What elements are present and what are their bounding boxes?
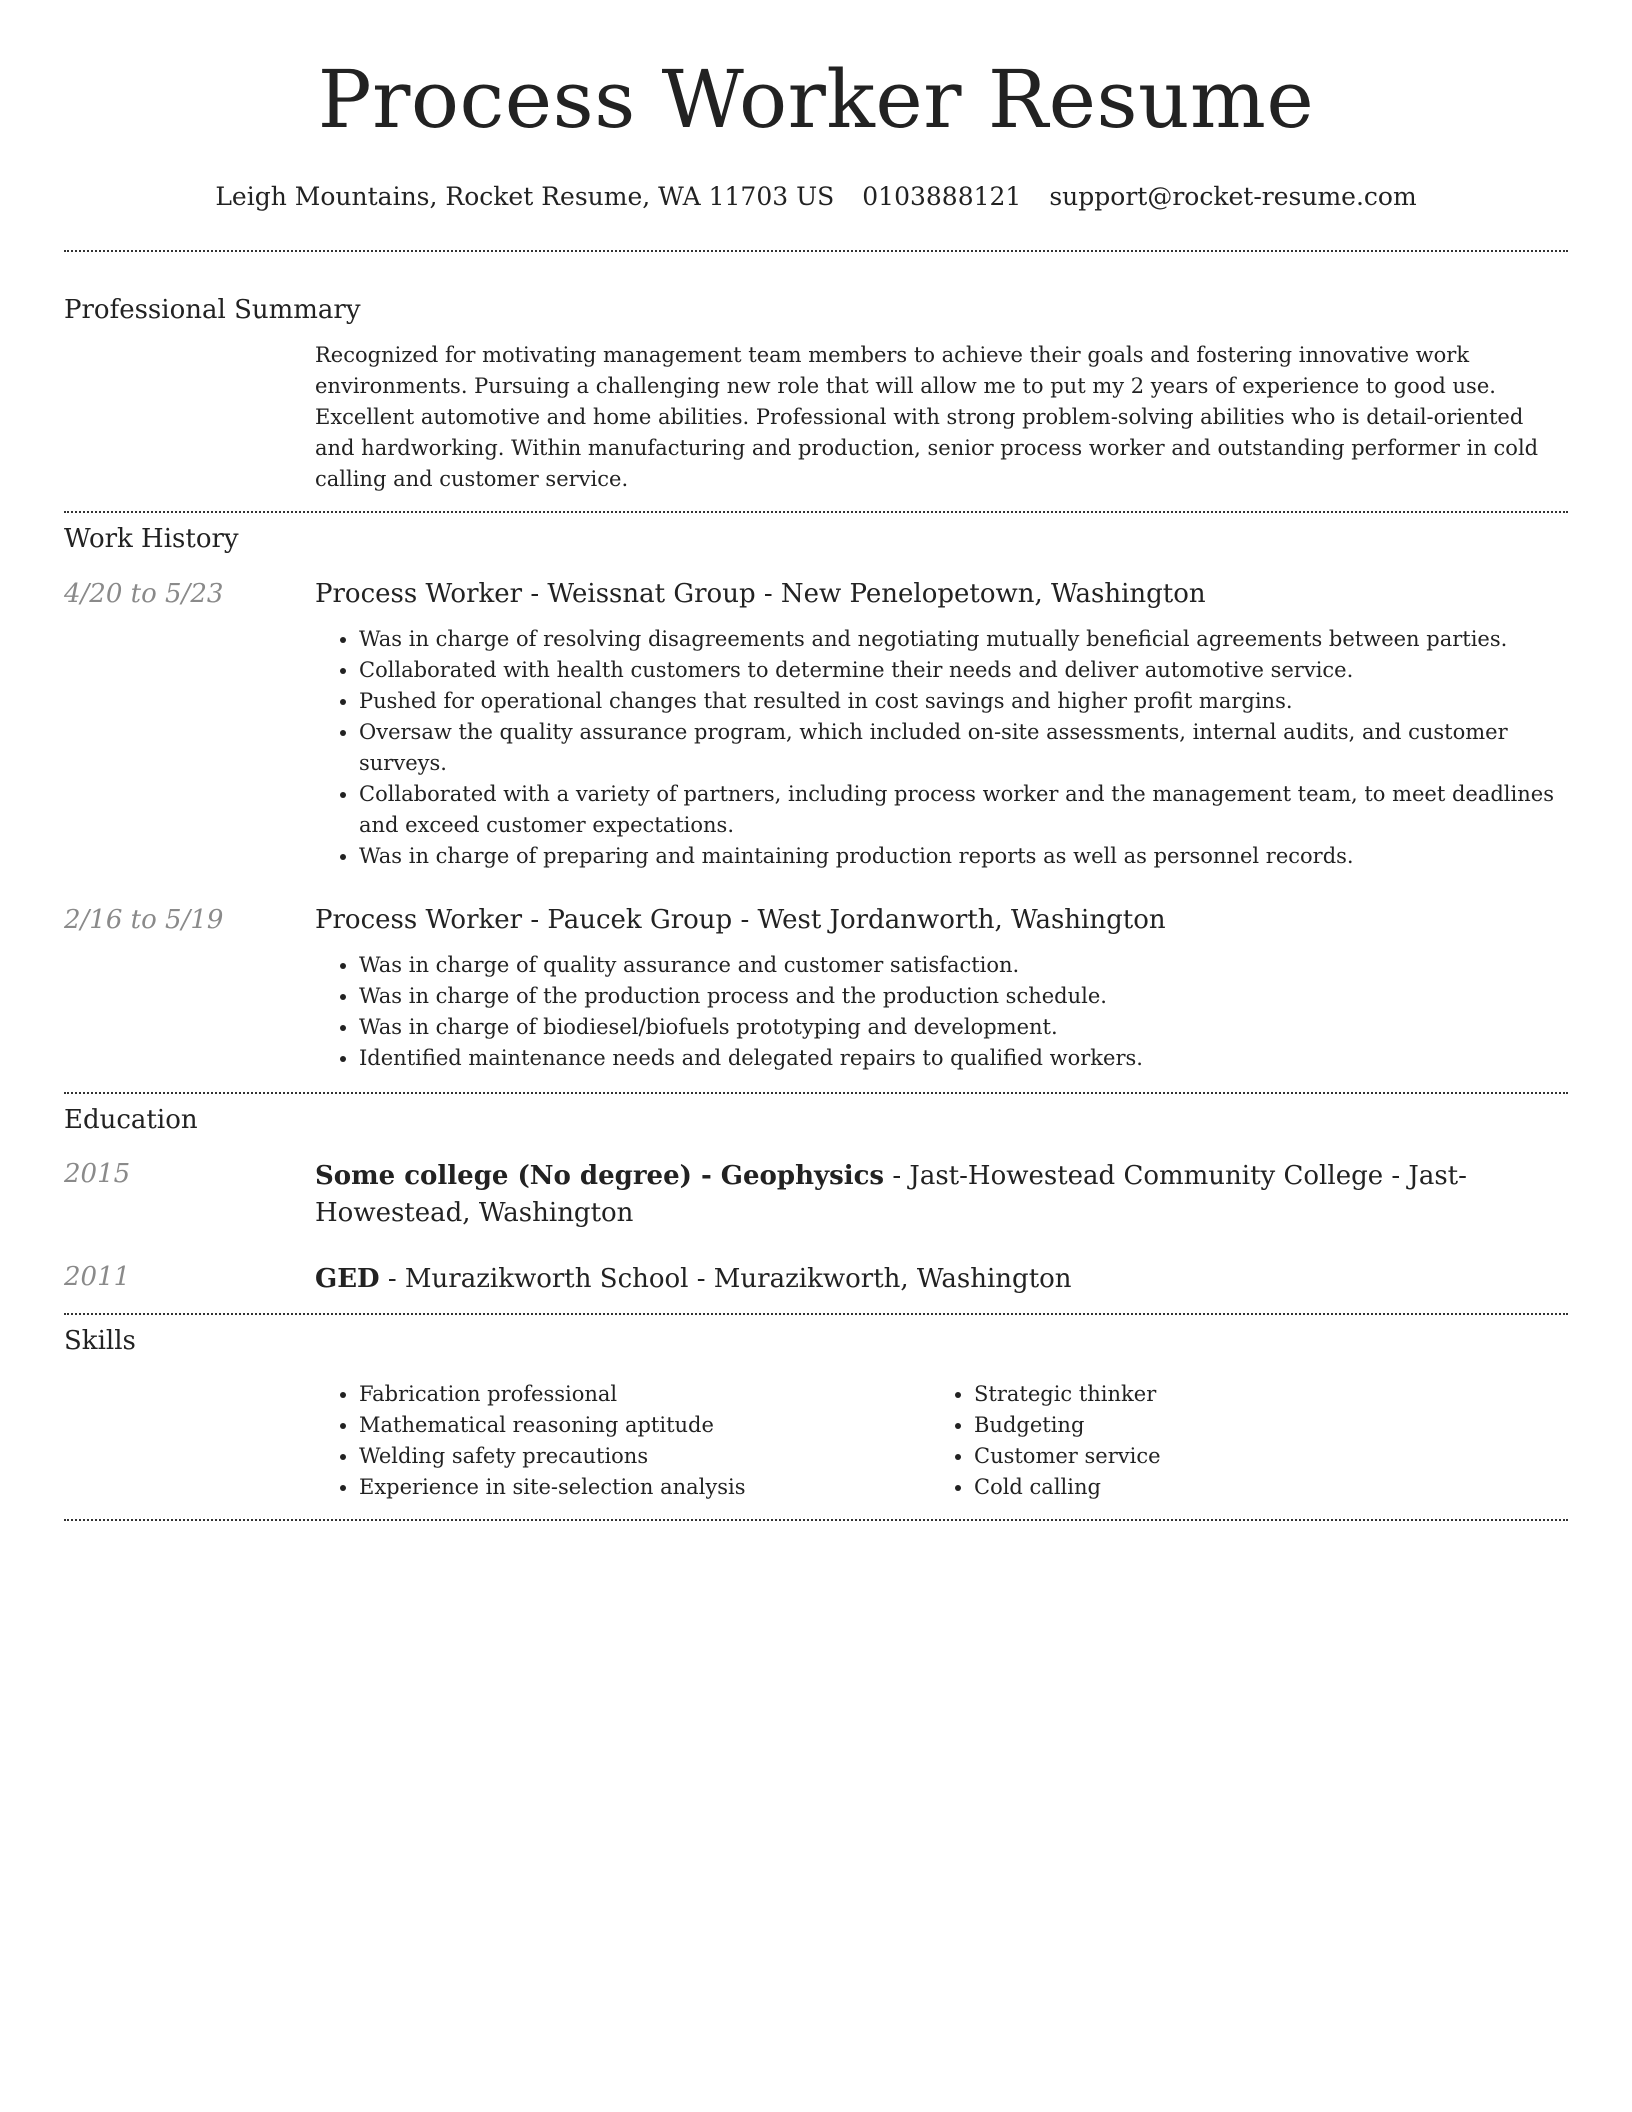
section-divider xyxy=(64,1092,1568,1094)
section-divider xyxy=(64,250,1568,252)
education-school: - Jast-Howestead Community College - Jast-Howestead, Washington xyxy=(315,1161,1467,1228)
education-entry xyxy=(64,1261,1568,1298)
education-year: 2011 xyxy=(64,1262,131,1292)
job-dates: 4/20 to 5/23 xyxy=(64,579,224,609)
section-divider xyxy=(64,1313,1568,1315)
section-divider xyxy=(64,511,1568,513)
job-duty: • Pushed for operational changes that resulted in cost savings and higher profit margins. xyxy=(359,686,1568,717)
contact-phone: 0103888121 xyxy=(862,182,1022,211)
job-duty: • Collaborated with health customers to determine their needs and deliver automotive service. xyxy=(359,655,1568,686)
job-duty: • Was in charge of resolving disagreements and negotiating mutually beneficial agreements between parties. xyxy=(359,624,1568,655)
skill-item: • Customer service xyxy=(974,1441,1568,1472)
job-duty: • Was in charge of the production process and the production schedule. xyxy=(359,981,1568,1012)
skills-heading: Skills xyxy=(64,1326,136,1356)
contact-address: Leigh Mountains, Rocket Resume, WA 11703 US xyxy=(215,182,835,211)
skill-item: • Fabrication professional xyxy=(359,1379,930,1410)
job-dates: 2/16 to 5/19 xyxy=(64,905,224,935)
skill-item: • Cold calling xyxy=(974,1472,1568,1503)
skills-list-left xyxy=(315,1379,930,1503)
education-details xyxy=(315,1261,1568,1298)
summary-body xyxy=(315,340,1568,495)
contact-line xyxy=(64,182,1568,212)
contact-email: support@rocket-resume.com xyxy=(1049,182,1417,211)
education-degree: GED xyxy=(315,1264,380,1294)
job-duty: • Collaborated with a variety of partners, including process worker and the management team, to meet deadlines and exceed customer expectations. xyxy=(359,779,1568,841)
skill-item: • Welding safety precautions xyxy=(359,1441,930,1472)
education-heading: Education xyxy=(64,1105,198,1135)
job-duties xyxy=(315,950,1568,1074)
skills-section xyxy=(64,1325,1568,1503)
job-duty: • Identified maintenance needs and delegated repairs to qualified workers. xyxy=(359,1043,1568,1074)
education-title xyxy=(315,1261,1568,1298)
summary-row xyxy=(64,340,1568,495)
section-divider xyxy=(64,1519,1568,1521)
skills-list-right xyxy=(930,1379,1568,1503)
job-entry xyxy=(64,578,1568,872)
skill-item: • Experience in site-selection analysis xyxy=(359,1472,930,1503)
job-duty: • Was in charge of quality assurance and customer satisfaction. xyxy=(359,950,1568,981)
job-entry xyxy=(64,904,1568,1074)
job-title: Process Worker - Paucek Group - West Jordanworth, Washington xyxy=(315,905,1166,935)
skill-item: • Budgeting xyxy=(974,1410,1568,1441)
job-title: Process Worker - Weissnat Group - New Penelopetown, Washington xyxy=(315,579,1206,609)
education-details xyxy=(315,1158,1568,1232)
job-duties xyxy=(315,624,1568,872)
job-duty: • Was in charge of preparing and maintaining production reports as well as personnel records. xyxy=(359,841,1568,872)
education-school: - Murazikworth School - Murazikworth, Washington xyxy=(379,1264,1072,1294)
skill-item: • Strategic thinker xyxy=(974,1379,1568,1410)
job-duty: • Oversaw the quality assurance program, which included on-site assessments, internal audits, and customer surveys. xyxy=(359,717,1568,779)
job-details xyxy=(315,578,1568,872)
work-history-section xyxy=(64,523,1568,1074)
skills-columns xyxy=(315,1379,1568,1503)
summary-heading: Professional Summary xyxy=(64,295,361,325)
summary-section xyxy=(64,294,1568,495)
summary-text: Recognized for motivating management team members to achieve their goals and fostering innovative work environments. Pursuing a challenging new role that will allow me to put my 2 years of experience to good use. Excellent automotive and home abilities. Professional with strong problem-solving abilities who is detail-oriented and hardworking. Within manufacturing and production, senior process worker and outstanding performer in cold calling and customer service. xyxy=(315,343,1539,491)
education-entry xyxy=(64,1158,1568,1232)
education-year: 2015 xyxy=(64,1159,131,1189)
skill-item: • Mathematical reasoning aptitude xyxy=(359,1410,930,1441)
education-degree: Some college (No degree) - Geophysics xyxy=(315,1161,885,1191)
education-section xyxy=(64,1104,1568,1298)
resume-title: Process Worker Resume xyxy=(317,53,1315,146)
job-details xyxy=(315,904,1568,1074)
skills-row xyxy=(64,1379,1568,1503)
work-history-heading: Work History xyxy=(64,524,239,554)
job-duty: • Was in charge of biodiesel/biofuels prototyping and development. xyxy=(359,1012,1568,1043)
education-title xyxy=(315,1158,1568,1232)
